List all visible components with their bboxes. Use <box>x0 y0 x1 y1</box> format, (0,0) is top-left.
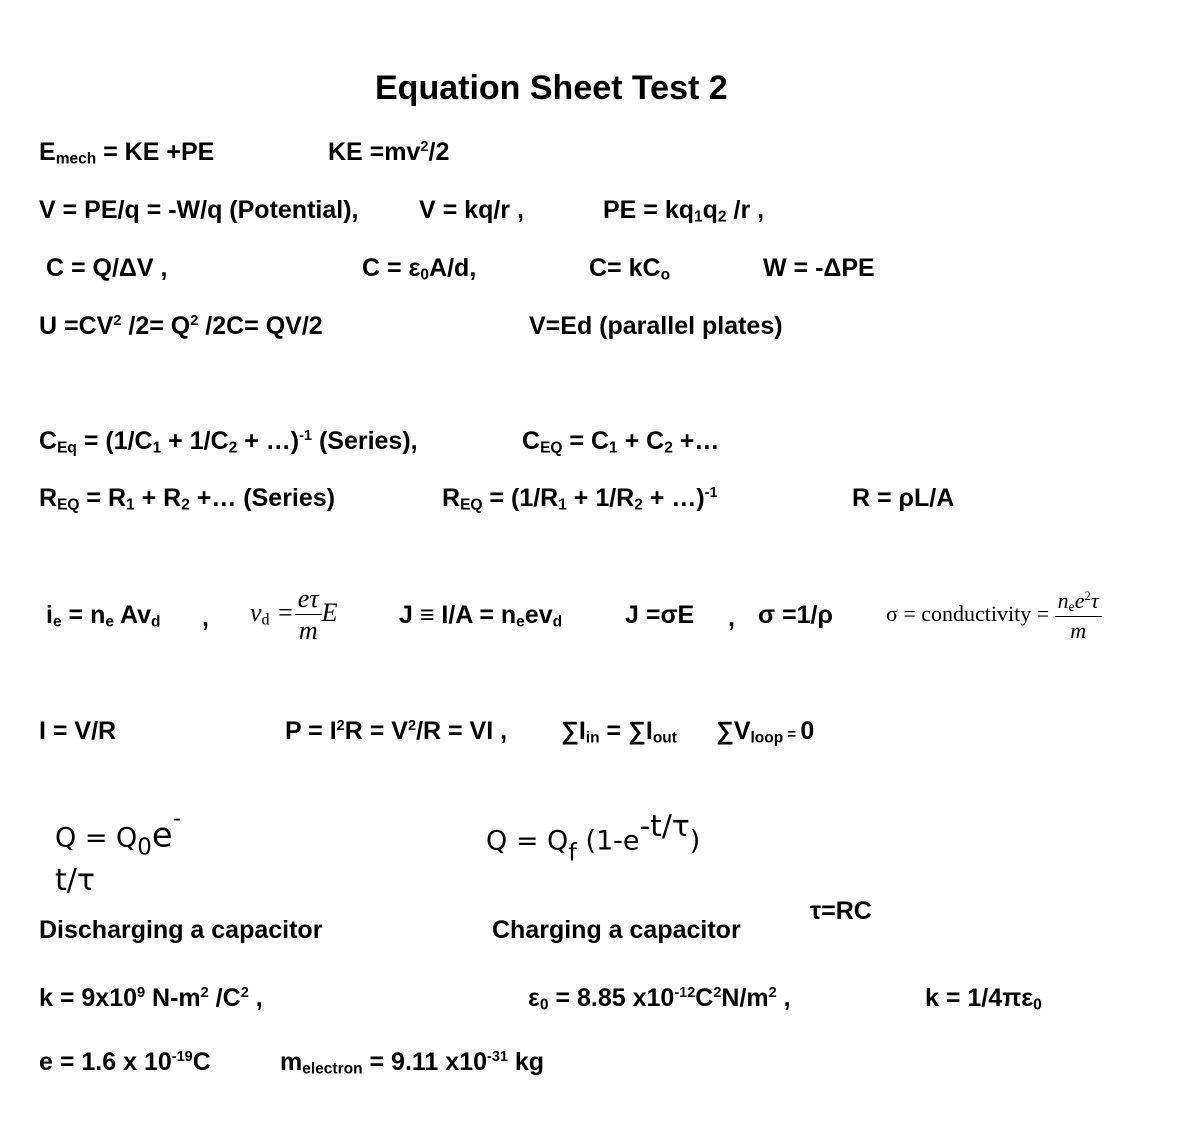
current-density-eq: $J \equiv I/A = n_eev_d$ <box>399 601 563 631</box>
coulomb-constant-eq: $k = 9x10^9$ $N-m^2$ $/C^2$ , <box>39 984 263 1012</box>
junction-rule-eq: $\sum I_{in} = \sum I_{out}$ <box>561 717 677 747</box>
electron-mass-eq: $m_{electron} = 9.11$ $x10^{-31}$ kg <box>280 1048 545 1078</box>
separator-comma: , <box>728 604 735 632</box>
separator-comma: , <box>202 604 209 632</box>
conductivity-eq: σ = conductivity = $\frac{n_ee^2\tau}{m}$ <box>886 590 1102 642</box>
parallel-resistance-eq: $R_{EQ} = (1/R_1 + 1/R_2$ + …)$^{-1}$ <box>442 484 718 514</box>
current-eq: $i_e = n_e$ $Av_d$ <box>46 601 161 631</box>
capacitor-energy-eq: $U =CV^2$ $/2= Q^2$ /2C= QV/2 <box>39 312 323 340</box>
page-title: Equation Sheet Test 2 <box>375 69 728 107</box>
discharge-eq: $Q = Q_0e^-$ <box>55 806 181 861</box>
electron-charge-eq: e = 1.6 x $10^{-19}C$ <box>39 1048 211 1076</box>
series-capacitance-eq: $C_{Eq} = (1/C_1 + 1/C_2$ + …)$^{-1}$ (Series), <box>39 427 418 457</box>
kinetic-energy-eq: KE $=mv^2/2$ <box>328 138 450 166</box>
mechanical-energy-eq: $E_{mech}$ = KE +PE <box>39 138 215 168</box>
discharging-label: Discharging a capacitor <box>39 916 323 944</box>
potential-eq: V = PE/q = -W/q (Potential), <box>39 196 359 224</box>
drift-velocity-eq: $v_d$ = $\frac{e\tau}{m}$ E <box>250 584 338 645</box>
permittivity-eq: $\varepsilon_0 = 8.85$ $x10^{-12}C^2N/m^2$ , <box>528 984 791 1014</box>
point-potential-eq: V = kq/r , <box>419 196 524 224</box>
parallel-plates-field-eq: V=Ed (parallel plates) <box>529 312 783 340</box>
charging-label: Charging a capacitor <box>492 916 741 944</box>
charge-eq: Q = Qf (1-e-t/τ) <box>486 809 701 867</box>
discharge-exponent: t/τ <box>55 863 95 898</box>
work-eq: W = -ΔPE <box>763 254 875 282</box>
power-eq: $P = I^2R = V^2/R$ = VI , <box>285 717 508 745</box>
potential-energy-eq: PE = $kq_1q_2$ /r , <box>603 196 765 226</box>
time-constant-eq: τ=RC <box>810 897 872 925</box>
resistivity-eq: R = ρL/A <box>852 484 955 512</box>
ohms-law-eq: I = V/R <box>39 717 117 745</box>
capacitance-def-eq: C = Q/ΔV , <box>46 254 168 282</box>
plate-capacitance-eq: $C = \varepsilon_0A/d$, <box>362 254 477 284</box>
conductivity-resistivity-eq: σ =1/ρ <box>758 601 833 629</box>
parallel-capacitance-eq: $C_{EQ} = C_1 + C_2$ +… <box>522 427 720 457</box>
ohm-micro-eq: J =σE <box>625 601 695 629</box>
k-permittivity-eq: $k = 1/4\pi\varepsilon_0$ <box>925 984 1042 1014</box>
loop-rule-eq: $\sum V_{loop} = 0$ <box>716 717 815 747</box>
series-resistance-eq: $R_{EQ} = R_1 + R_2$ +… (Series) <box>39 484 336 514</box>
dielectric-capacitance-eq: $C= kC_o$ <box>589 254 671 284</box>
